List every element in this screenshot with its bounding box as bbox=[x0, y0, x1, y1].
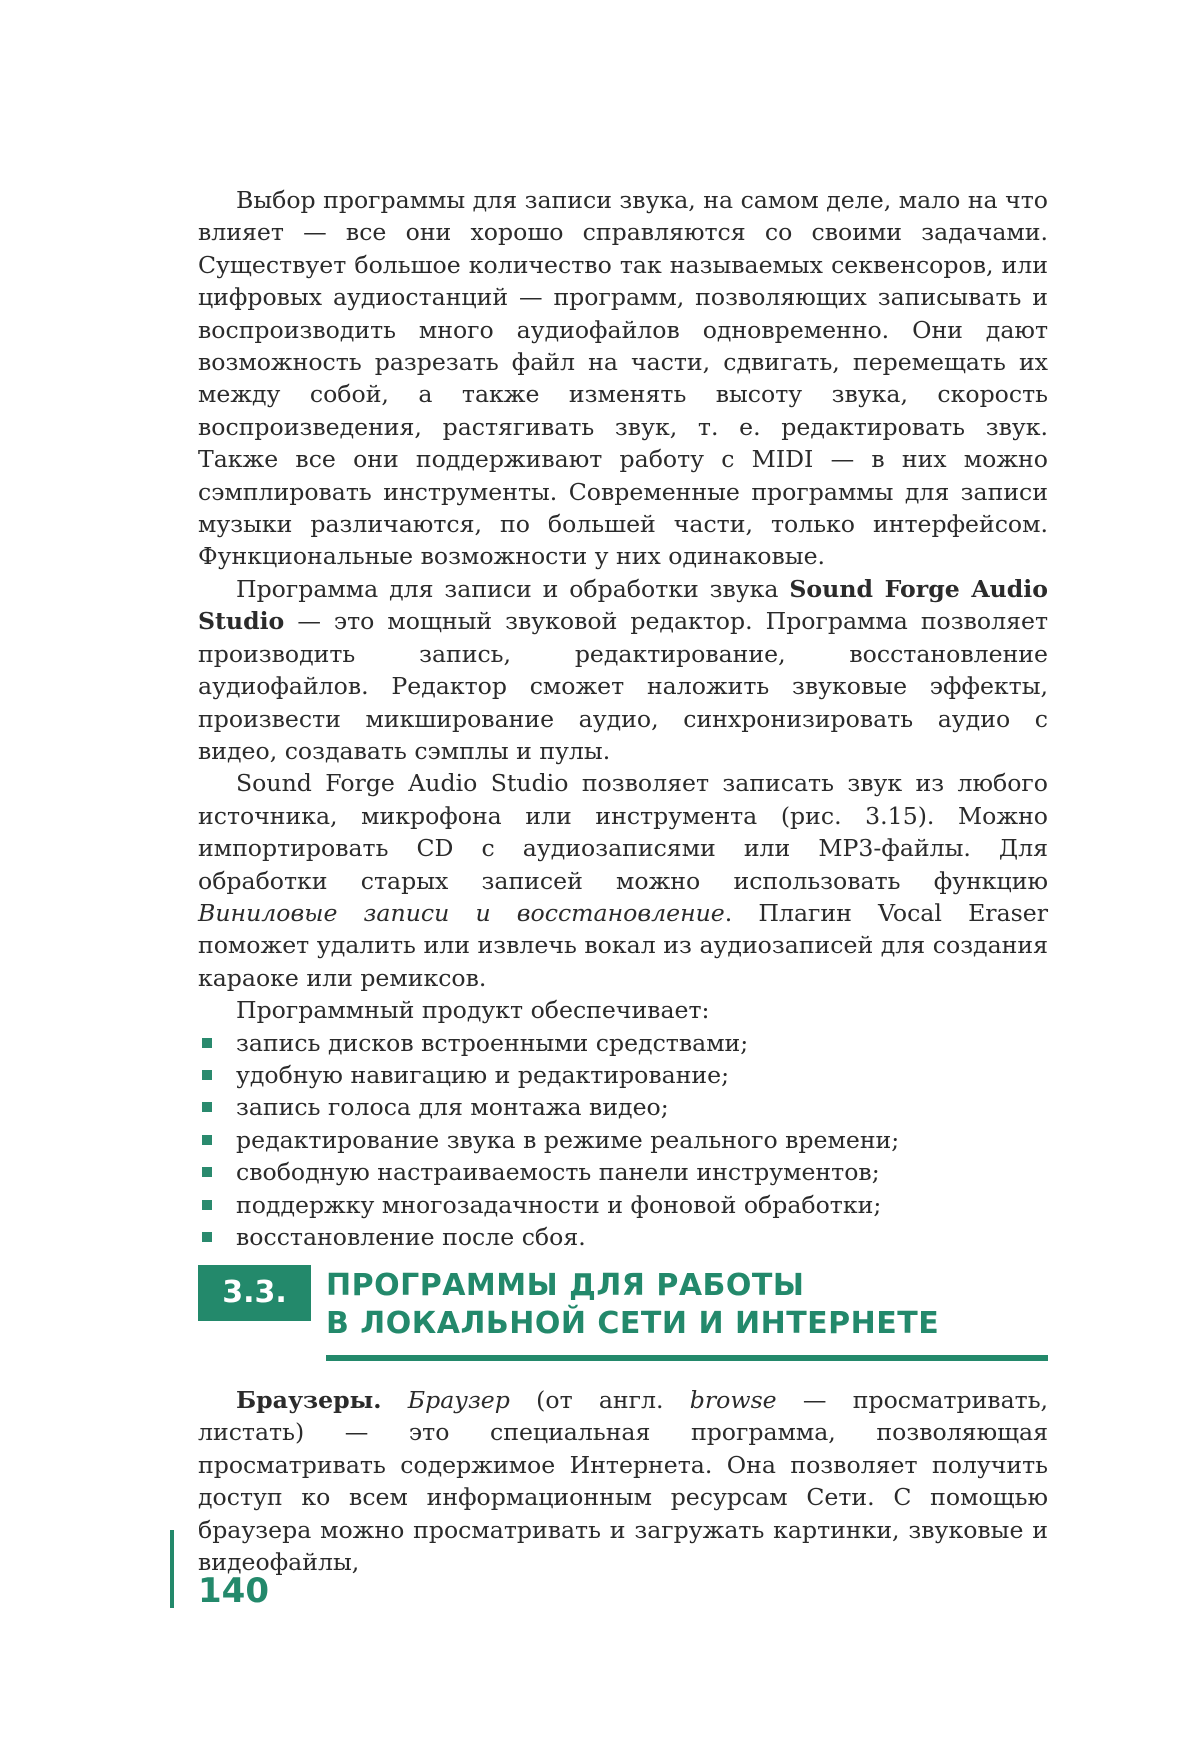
list-item bbox=[198, 1124, 1048, 1156]
section-underline bbox=[326, 1355, 1048, 1361]
p2-rest: — это мощный звуковой редактор. Программа позволяет производить запись, редактирование, восстановление аудиофайлов. Редактор сможет наложить звуковые эффекты, произвести микширование аудио, синхронизировать аудио с видео, создавать сэмплы и пулы. bbox=[198, 607, 1048, 765]
list-item-text: свободную настраиваемость панели инструментов; bbox=[236, 1158, 880, 1187]
square-bullet-icon bbox=[202, 1232, 212, 1242]
section-number-badge: 3.3. bbox=[198, 1265, 311, 1321]
page-number: 140 bbox=[198, 1571, 269, 1611]
square-bullet-icon bbox=[202, 1070, 212, 1080]
list-item bbox=[198, 1189, 1048, 1221]
paragraph-browsers bbox=[198, 1384, 1048, 1578]
section-heading bbox=[198, 1265, 1048, 1361]
list-item bbox=[198, 1091, 1048, 1123]
list-item-text: запись голоса для монтажа видео; bbox=[236, 1093, 669, 1122]
feature-list bbox=[198, 1027, 1048, 1254]
page-number-rule bbox=[170, 1530, 174, 1608]
square-bullet-icon bbox=[202, 1167, 212, 1177]
list-item-text: поддержку многозадачности и фоновой обработки; bbox=[236, 1190, 882, 1219]
section-title-line-1: ПРОГРАММЫ ДЛЯ РАБОТЫ bbox=[326, 1268, 805, 1303]
square-bullet-icon bbox=[202, 1135, 212, 1145]
browsers-text-a: (от англ. bbox=[536, 1386, 664, 1414]
list-item-text: восстановление после сбоя. bbox=[236, 1223, 586, 1251]
list-item-text: редактирование звука в режиме реального времени; bbox=[236, 1125, 900, 1154]
list-item-text: запись дисков встроенными средствами; bbox=[236, 1028, 749, 1057]
p2-product-name: Sound Forge Audio Studio bbox=[198, 574, 1048, 636]
body-text-bottom bbox=[198, 1384, 1048, 1578]
paragraph-sound-forge-intro bbox=[198, 573, 1048, 767]
paragraph-sound-forge-features bbox=[198, 767, 1048, 994]
section-title-line-2: В ЛОКАЛЬНОЙ СЕТИ И ИНТЕРНЕТЕ bbox=[326, 1306, 940, 1341]
p3-italic-function: Виниловые записи и восстановление bbox=[198, 898, 725, 927]
browse-word: browse bbox=[689, 1386, 777, 1414]
square-bullet-icon bbox=[202, 1038, 212, 1048]
browser-term: Браузер bbox=[407, 1386, 510, 1414]
browsers-heading: Браузеры. bbox=[236, 1386, 382, 1414]
list-item-text: удобную навигацию и редактирование; bbox=[236, 1060, 730, 1089]
body-text-top bbox=[198, 184, 1048, 1253]
list-item bbox=[198, 1027, 1048, 1059]
p2-start: Программа для записи и обработки звука bbox=[236, 574, 779, 603]
list-item bbox=[198, 1059, 1048, 1091]
list-item bbox=[198, 1221, 1048, 1253]
section-title bbox=[326, 1267, 1048, 1343]
square-bullet-icon bbox=[202, 1102, 212, 1112]
paragraph-sequencers: Выбор программы для записи звука, на самом деле, мало на что влияет — все они хорошо справляются со своими задачами. Существует большое количество так называемых секвенсоров, или цифровых аудиостанций — программ, позволяющих записывать и воспроизводить много аудиофайлов одновременно. Они дают возможность разрезать файл на части, сдвигать, перемещать их между собой, а также изменять высоту звука, скорость воспроизведения, растягивать звук, т. е. редактировать звук. Также все они поддерживают работу с MIDI — в них можно сэмплировать инструменты. Современные программы для записи музыки различаются, по большей части, только интерфейсом. Функциональные возможности у них одинаковые. bbox=[198, 186, 1048, 571]
square-bullet-icon bbox=[202, 1200, 212, 1210]
paragraph-product-provides: Программный продукт обеспечивает: bbox=[236, 996, 710, 1025]
p3-rest: . Плагин Vocal Eraser поможет удалить или извлечь вокал из аудиозаписей для создания караоке или ремиксов. bbox=[198, 898, 1048, 992]
p3-start: Sound Forge Audio Studio позволяет записать звук из любого источника, микрофона или инструмента (рис. 3.15). Можно импортировать CD с аудиозаписями или MP3-файлы. Для обработки старых записей можно использовать функцию bbox=[198, 769, 1048, 895]
browsers-text-b: — просматривать, листать) — это специальная программа, позволяющая просматривать содержимое Интернета. Она позволяет получить доступ ко всем информационным ресурсам Сети. С помощью браузера можно просматривать и загружать картинки, звуковые и видеофайлы, bbox=[198, 1386, 1049, 1577]
list-item bbox=[198, 1156, 1048, 1188]
